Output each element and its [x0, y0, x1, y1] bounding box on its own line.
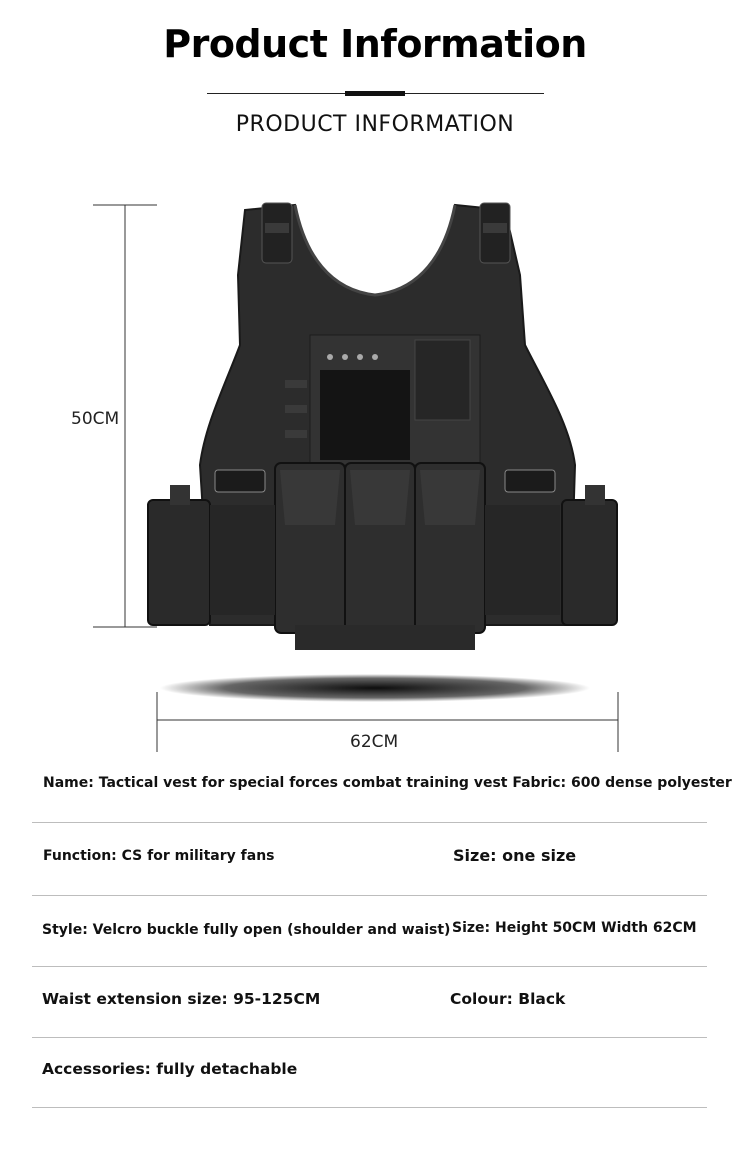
spec-name-fabric: Name: Tactical vest for special forces combat training vest Fabric: 600 dense polyester [43, 775, 732, 791]
spec-waist-extension: Waist extension size: 95-125CM [42, 990, 321, 1008]
width-dimension-label: 62CM [350, 732, 399, 752]
height-dimension-label: 50CM [71, 409, 120, 429]
spec-style: Style: Velcro buckle fully open (shoulder and waist) [42, 922, 451, 938]
tactical-vest-image [130, 195, 630, 705]
spec-accessories: Accessories: fully detachable [42, 1060, 298, 1078]
page-title: Product Information [163, 22, 587, 66]
row-divider [32, 1037, 707, 1038]
spec-function: Function: CS for military fans [43, 848, 275, 864]
row-divider [32, 822, 707, 823]
row-divider [32, 1107, 707, 1108]
spec-size-dimensions: Size: Height 50CM Width 62CM [452, 920, 697, 936]
row-divider [32, 966, 707, 967]
row-divider [32, 895, 707, 896]
spec-size: Size: one size [453, 846, 577, 865]
spec-colour: Colour: Black [450, 990, 566, 1008]
page-subtitle: PRODUCT INFORMATION [235, 112, 515, 137]
